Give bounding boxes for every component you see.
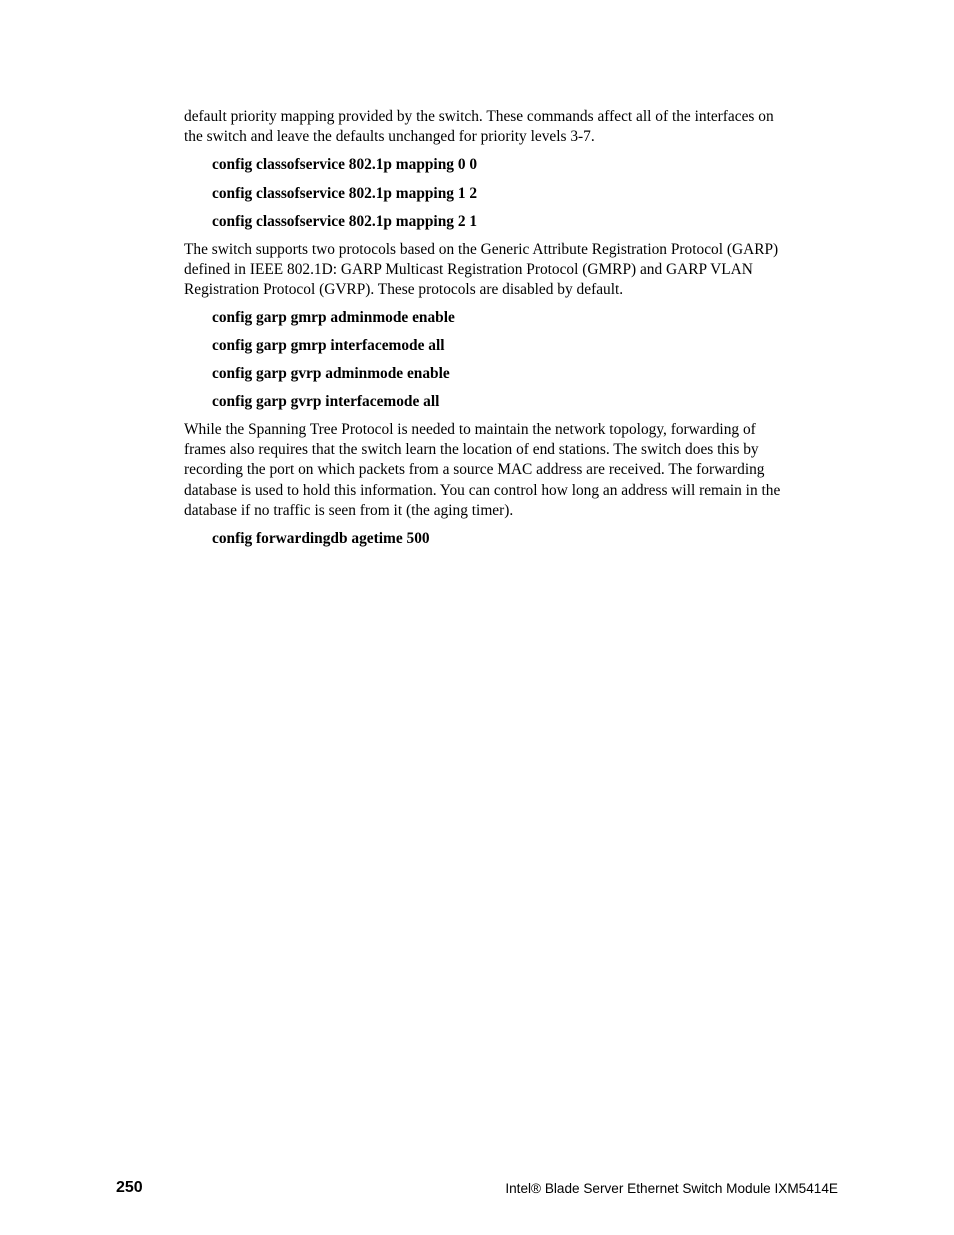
command-line: config garp gvrp adminmode enable [212, 365, 450, 383]
command-list-garp [184, 308, 844, 412]
command-line: config classofservice 802.1p mapping 2 1 [212, 212, 478, 230]
page-number: 250 [116, 1179, 143, 1196]
text-line: frames also requires that the switch learn the location of end stations. The switch does this by [184, 441, 759, 459]
text-line: Registration Protocol (GVRP). These protocols are disabled by default. [184, 281, 624, 299]
paragraph-forwarding [184, 420, 844, 521]
text-line: recording the port on which packets from a source MAC address are received. The forwarding [184, 461, 765, 479]
command-line: config garp gvrp interfacemode all [212, 393, 440, 411]
text-line: default priority mapping provided by the switch. These commands affect all of the interfaces on [184, 108, 774, 125]
page-content [184, 107, 844, 549]
text-line: defined in IEEE 802.1D: GARP Multicast Registration Protocol (GMRP) and GARP VLAN [184, 261, 753, 279]
footer-document-title: Intel® Blade Server Ethernet Switch Module IXM5414E [505, 1181, 838, 1196]
command-list-classofservice [184, 155, 844, 232]
command-line: config garp gmrp adminmode enable [212, 309, 455, 327]
text-line: While the Spanning Tree Protocol is needed to maintain the network topology, forwarding of [184, 421, 756, 439]
text-line: database if no traffic is seen from it (the aging timer). [184, 501, 514, 519]
paragraph-garp [184, 240, 844, 301]
text-line: The switch supports two protocols based on the Generic Attribute Registration Protocol (GARP) [184, 240, 779, 258]
text-line: database is used to hold this information. You can control how long an address will remain in the [184, 481, 781, 499]
command-line: config forwardingdb agetime 500 [212, 529, 430, 547]
command-line: config garp gmrp interfacemode all [212, 337, 445, 355]
command-line: config classofservice 802.1p mapping 1 2 [212, 184, 478, 202]
paragraph-priority-mapping [184, 107, 844, 147]
command-line: config classofservice 802.1p mapping 0 0 [212, 156, 478, 174]
command-list-forwardingdb [184, 529, 844, 549]
text-line: the switch and leave the defaults unchanged for priority levels 3-7. [184, 128, 595, 146]
